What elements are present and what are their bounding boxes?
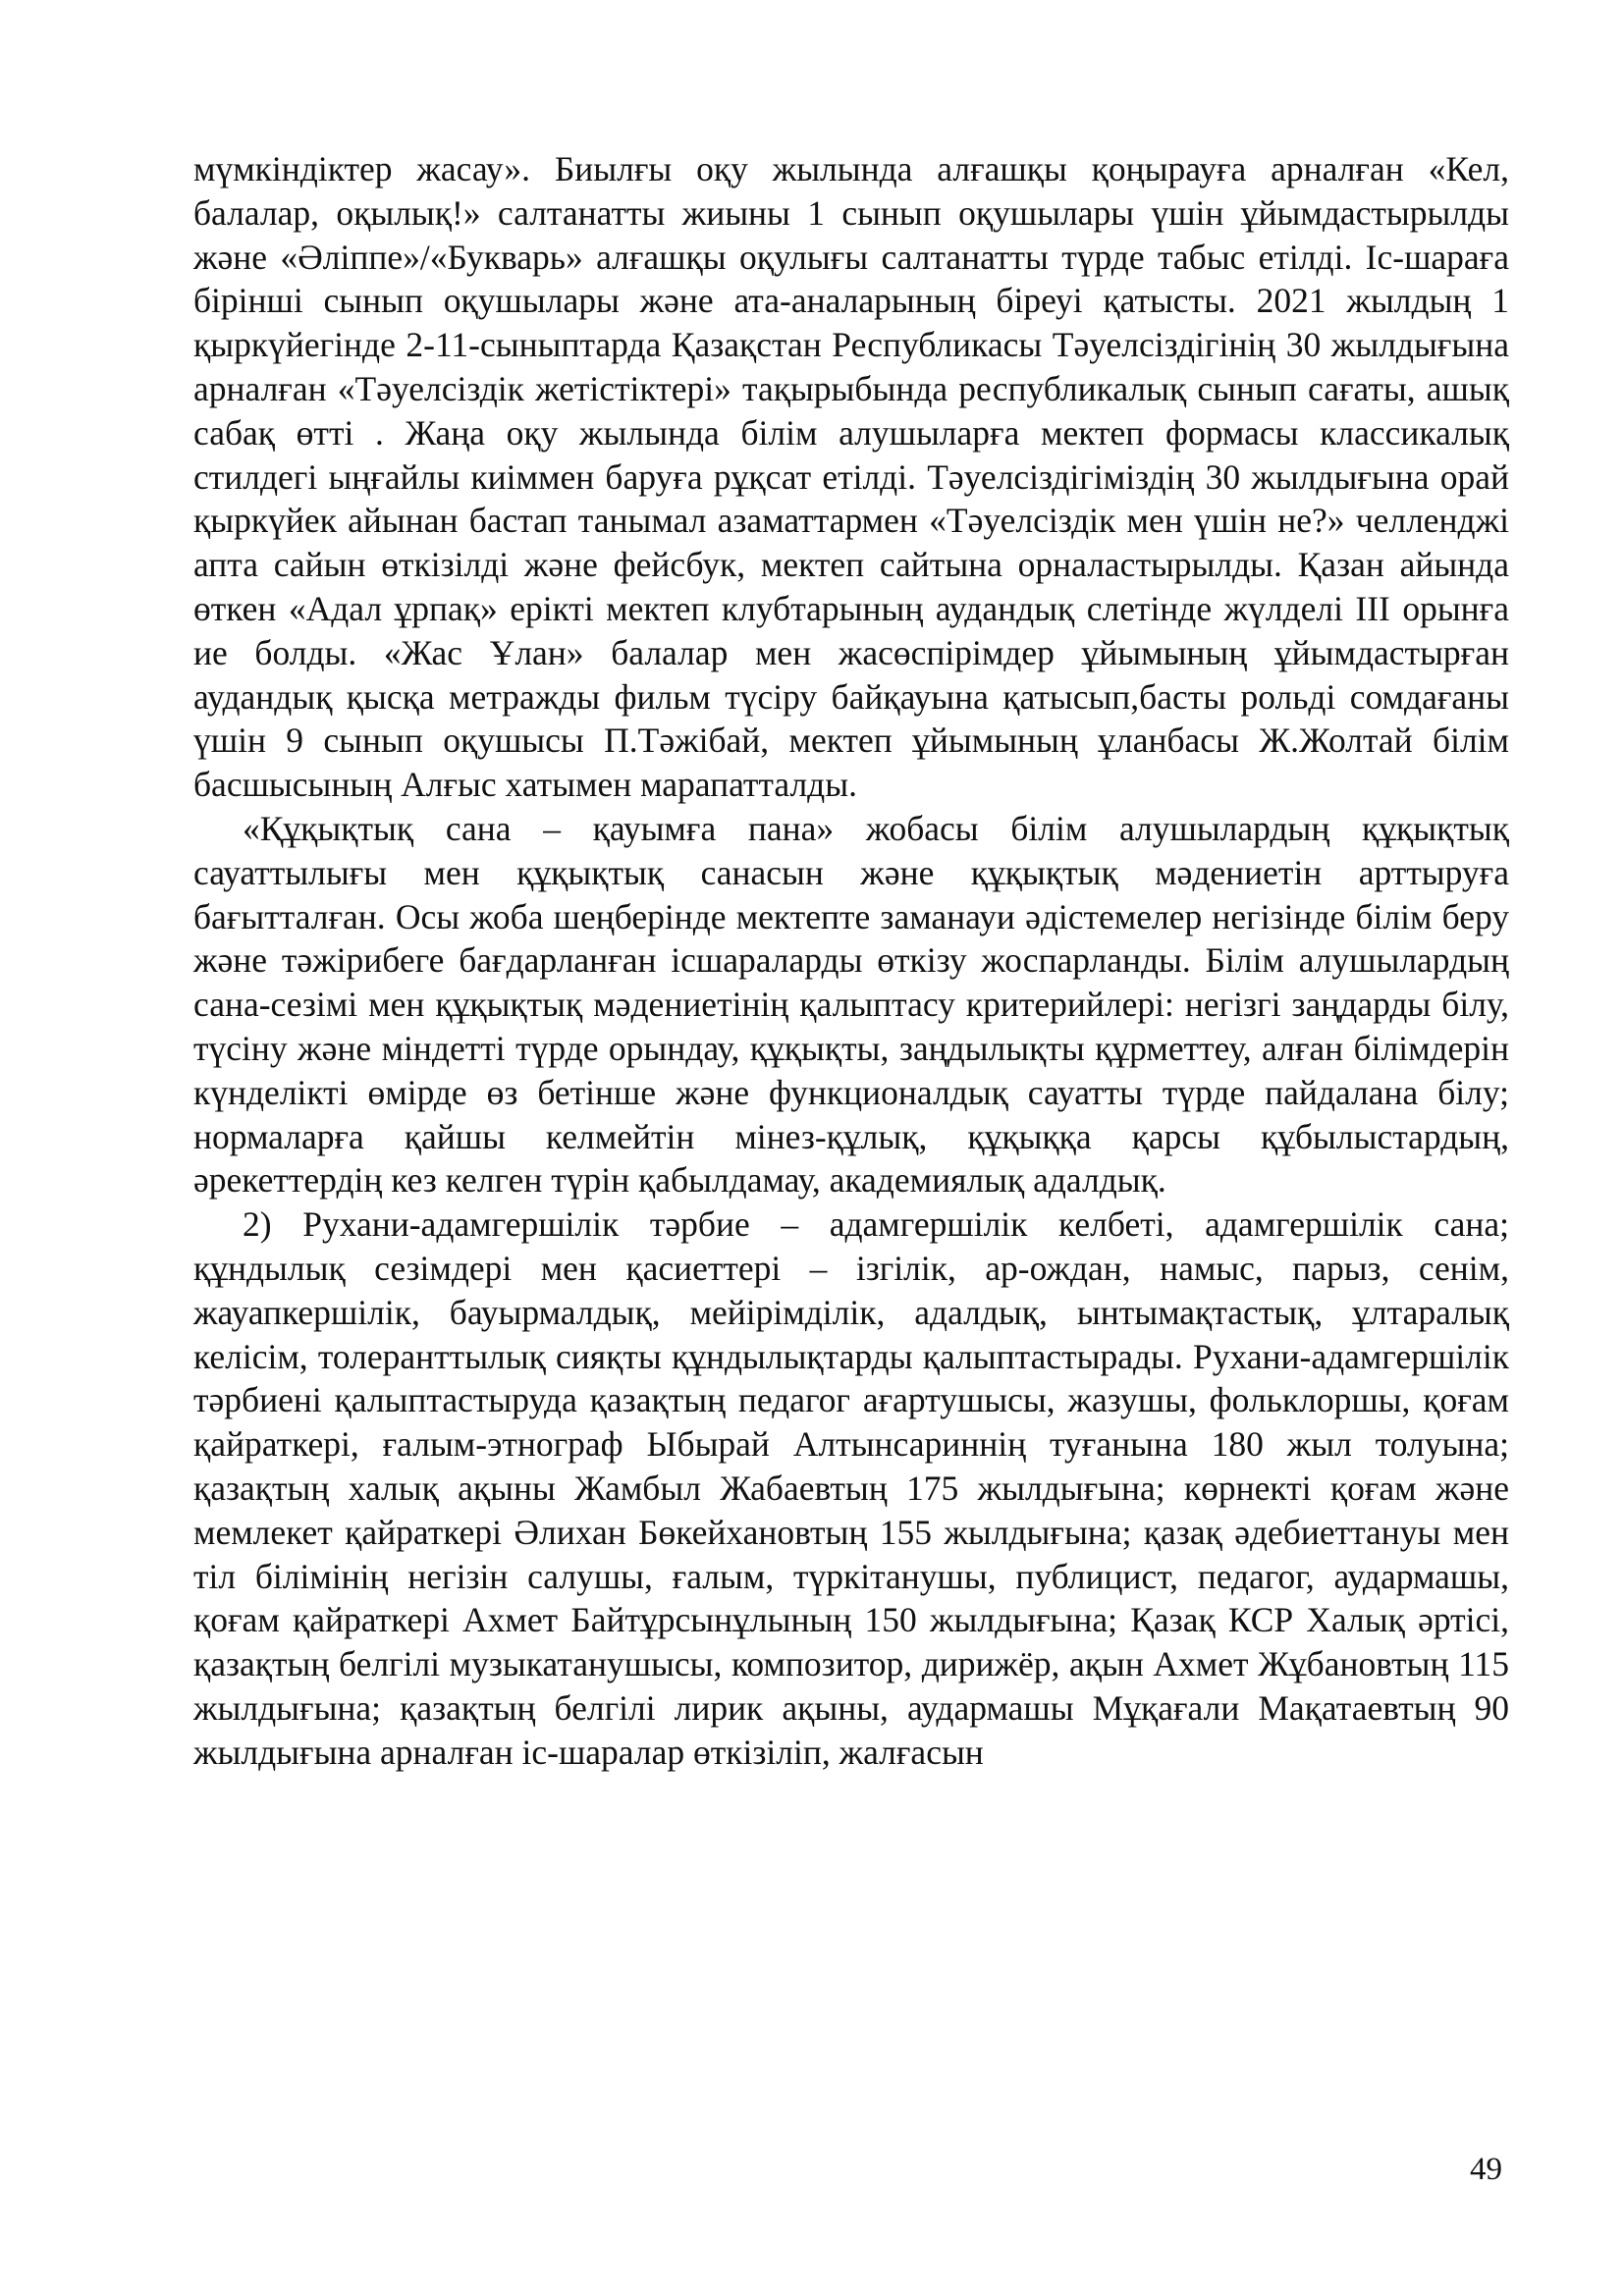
paragraph-continuation: мүмкіндіктер жасау». Биылғы оқу жылында алғашқы қоңырауға арналған «Кел, балалар, оқылық!» салтанатты жиыны 1 сынып оқушылары үшін ұйымдастырылды және «Әліппе»/«Букварь» алғашқы оқулығы салтанатты түрде табыс етілді. Іс-шараға бірінші сынып оқушылары және ата-аналарының біреуі қатысты. 2021 жылдың 1 қыркүйегінде 2-11-сыныптарда Қазақстан Республикасы Тәуелсіздігінің 30 жылдығына арналған «Тәуелсіздік жетістіктері» тақырыбында республикалық сынып сағаты, ашық сабақ өтті . Жаңа оқу жылында білім алушыларға мектеп формасы классикалық стилдегі ыңғайлы киіммен баруға рұқсат етілді. Тәуелсіздігіміздің 30 жылдығына орай қыркүйек айынан бастап танымал азаматтармен «Тәуелсіздік мен үшін не?» челленджі апта сайын өткізілді және фейсбук, мектеп сайтына орналастырылды. Қазан айында өткен «Адал ұрпақ» ерікті мектеп клубтарының аудандық слетінде жүлделі ІІІ орынға ие болды. «Жас Ұлан» балалар мен жасөспірімдер ұйымының ұйымдастырған аудандық қысқа метражды фильм түсіру байқауына қатысып,басты рольді сомдағаны үшін 9 сынып оқушысы П.Тәжібай, мектеп ұйымының ұланбасы Ж.Жолтай білім басшысының Алғыс хатымен марапатталды. bbox=[193, 149, 1509, 805]
body-text bbox=[193, 147, 1509, 1774]
page-number: 49 bbox=[1470, 2152, 1502, 2187]
paragraph-legal-awareness: «Құқықтық сана – қауымға пана» жобасы білім алушылардың құқықтық сауаттылығы мен құқықтық санасын және құқықтық мәдениетін арттыруға бағытталған. Осы жоба шеңберінде мектепте заманауи әдістемелер негізінде білім беру және тәжірибеге бағдарланған ісшараларды өткізу жоспарланды. Білім алушылардың сана-сезімі мен құқықтық мәдениетінің қалыптасу критерийлері: негізгі заңдарды білу, түсіну және міндетті түрде орындау, құқықты, заңдылықты құрметтеу, алған білімдерін күнделікті өмірде өз бетінше және функционалдық сауатты түрде пайдалана білу; нормаларға қайшы келмейтін мінез-құлық, құқыққа қарсы құбылыстардың, әрекеттердің кез келген түрін қабылдамау, академиялық адалдық. bbox=[193, 808, 1509, 1201]
paragraph-spiritual-education: 2) Рухани-адамгершілік тәрбие – адамгершілік келбеті, адамгершілік сана; құндылық сезімдері мен қасиеттері – ізгілік, ар-ождан, намыс, парыз, сенім, жауапкершілік, бауырмалдық, мейірімділік, адалдық, ынтымақтастық, ұлтаралық келісім, толеранттылық сияқты құндылықтарды қалыптастырады. Рухани-адамгершілік тәрбиені қалыптастыруда қазақтың педагог ағартушысы, жазушы, фольклоршы, қоғам қайраткері, ғалым-этнограф Ыбырай Алтынсариннің туғанына 180 жыл толуына; қазақтың халық ақыны Жамбыл Жабаевтың 175 жылдығына; көрнекті қоғам және мемлекет қайраткері Әлихан Бөкейхановтың 155 жылдығына; қазақ әдебиеттануы мен тіл білімінің негізін салушы, ғалым, түркітанушы, публицист, педагог, аудармашы, қоғам қайраткері Ахмет Байтұрсынұлының 150 жылдығына; Қазақ КСР Халық әртісі, қазақтың белгілі музыкатанушысы, композитор, дирижёр, ақын Ахмет Жұбановтың 115 жылдығына; қазақтың белгілі лирик ақыны, аудармашы Мұқағали Мақатаевтың 90 жылдығына арналған іс-шаралар өткізіліп, жалғасын bbox=[193, 1204, 1509, 1772]
